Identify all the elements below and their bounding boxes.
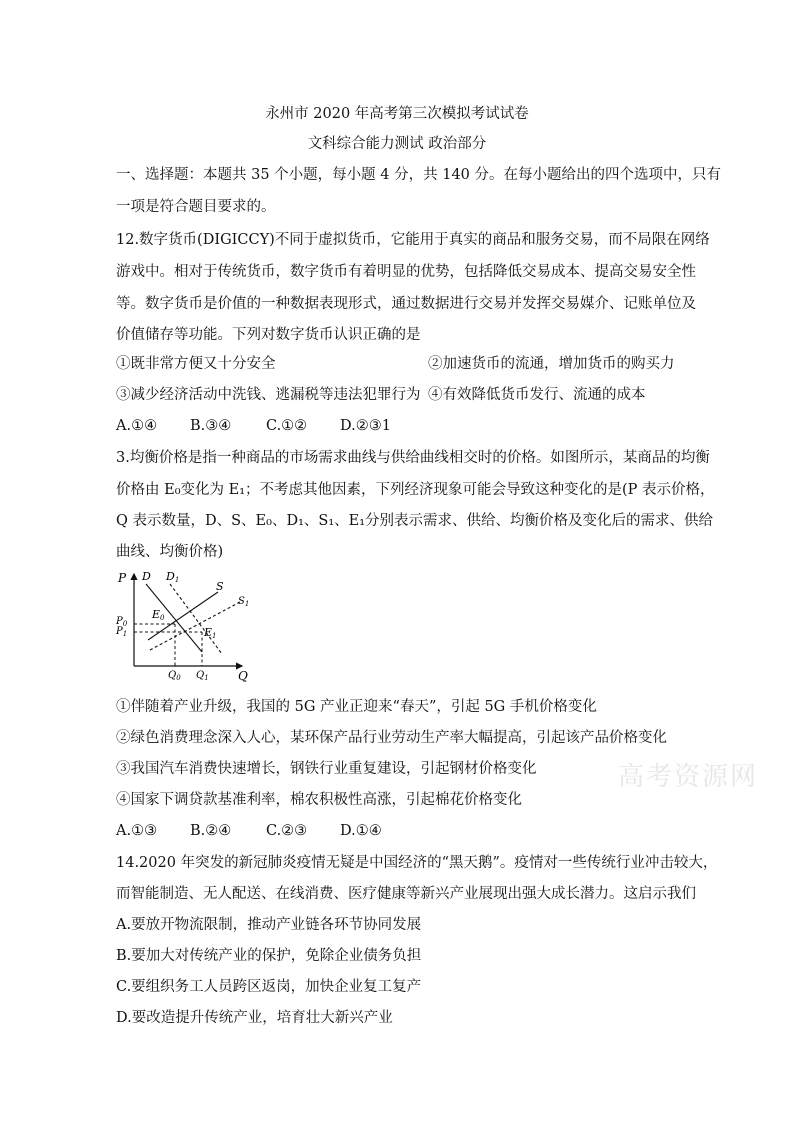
q14-option-d: D.要改造提升传统产业，培育壮大新兴产业	[116, 1010, 393, 1026]
q14-stem-line-1: 14.2020 年突发的新冠肺炎疫情无疑是中国经济的“黑天鹅”。疫情对一些传统行业冲击较大，	[116, 855, 718, 871]
p-axis-label: P	[118, 571, 127, 585]
p1-label: $P_1$	[116, 626, 128, 638]
q12-stem-line-4: 价值储存等功能。下列对数字货币认识正确的是	[116, 327, 421, 343]
q1-label: $Q_1$	[196, 670, 209, 682]
q14-option-a: A.要放开物流限制，推动产业链各环节协同发展	[116, 917, 422, 933]
p0-label: $P_0$	[116, 616, 128, 628]
q13-stem-line-2: 价格由 E₀变化为 E₁；不考虑其他因素，下列经济现象可能会导致这种变化的是(P 表示价格，	[116, 482, 715, 498]
q12-item-1: ①既非常方便又十分安全	[116, 356, 276, 372]
q13-item-3: ③我国汽车消费快速增长，钢铁行业重复建设，引起钢材价格变化	[116, 761, 537, 777]
q12-item-4: ④有效降低货币发行、流通的成本	[428, 387, 646, 403]
q14-stem-line-2: 而智能制造、无人配送、在线消费、医疗健康等新兴产业展现出强大成长潜力。这启示我们	[116, 886, 696, 902]
q13-item-2: ②绿色消费理念深入人心，某环保产品行业劳动生产率大幅提高，引起该产品价格变化	[116, 730, 667, 746]
q0-label: $Q_0$	[168, 670, 181, 682]
q12-stem-line-3: 等。数字货币是价值的一种数据表现形式，通过数据进行交易并发挥交易媒介、记账单位及	[116, 296, 696, 312]
watermark-text: 高考资源网	[618, 762, 759, 792]
q13-option-b: B.②④	[190, 823, 232, 839]
q14-option-c: C.要组织务工人员跨区返岗，加快企业复工复产	[116, 979, 422, 995]
e0-label: E0	[152, 608, 165, 622]
d1-label: D1	[166, 570, 180, 584]
q-axis-label: Q	[238, 669, 248, 683]
q13-item-1: ①伴随着产业升级，我国的 5G 产业正迎来“春天”，引起 5G 手机价格变化	[116, 699, 597, 715]
q13-stem-line-4: 曲线、均衡价格)	[116, 544, 224, 560]
s1-label: $S_1$	[238, 596, 250, 608]
q12-item-3: ③减少经济活动中洗钱、逃漏税等违法犯罪行为	[116, 387, 421, 403]
e1-label: E1	[204, 626, 217, 640]
q14-option-b: B.要加大对传统产业的保护，免除企业债务负担	[116, 948, 422, 964]
exam-subtitle: 文科综合能力测试 政治部分	[307, 136, 487, 152]
q13-stem-line-1: 3.均衡价格是指一种商品的市场需求曲线与供给曲线相交时的价格。如图所示，某商品的均衡	[116, 450, 710, 466]
q13-option-d: D.①④	[340, 823, 382, 839]
q13-option-c: C.②③	[266, 823, 308, 839]
q12-option-b: B.③④	[190, 418, 232, 434]
section-instructions-line-2: 一项是符合题目要求的。	[116, 199, 276, 215]
d-label: D	[142, 570, 151, 583]
q12-option-c: C.①②	[266, 418, 308, 434]
section-instructions-line-1: 一、选择题：本题共 35 个小题，每小题 4 分，共 140 分。在每小题给出的四个选项中，只有	[116, 167, 722, 183]
q12-option-a: A.①④	[116, 418, 158, 434]
q13-stem-line-3: Q 表示数量，D、S、E₀、D₁、S₁、E₁分别表示需求、供给、均衡价格及变化后的需求、供给	[116, 513, 714, 529]
s-label: S	[216, 580, 224, 593]
q12-item-2: ②加速货币的流通，增加货币的购买力	[428, 356, 675, 372]
q13-option-a: A.①③	[116, 823, 158, 839]
q12-option-d: D.②③1	[340, 418, 391, 434]
exam-title: 永州市 2020 年高考第三次模拟考试试卷	[265, 106, 529, 122]
supply-demand-diagram	[110, 566, 260, 686]
q12-stem-line-2: 游戏中。相对于传统货币，数字货币有着明显的优势，包括降低交易成本、提高交易安全性	[116, 264, 696, 280]
q13-item-4: ④国家下调贷款基准利率，棉农积极性高涨，引起棉花价格变化	[116, 792, 522, 808]
q12-stem-line-1: 12.数字货币(DIGICCY)不同于虚拟货币，它能用于真实的商品和服务交易，而不局限在网络	[116, 232, 710, 248]
